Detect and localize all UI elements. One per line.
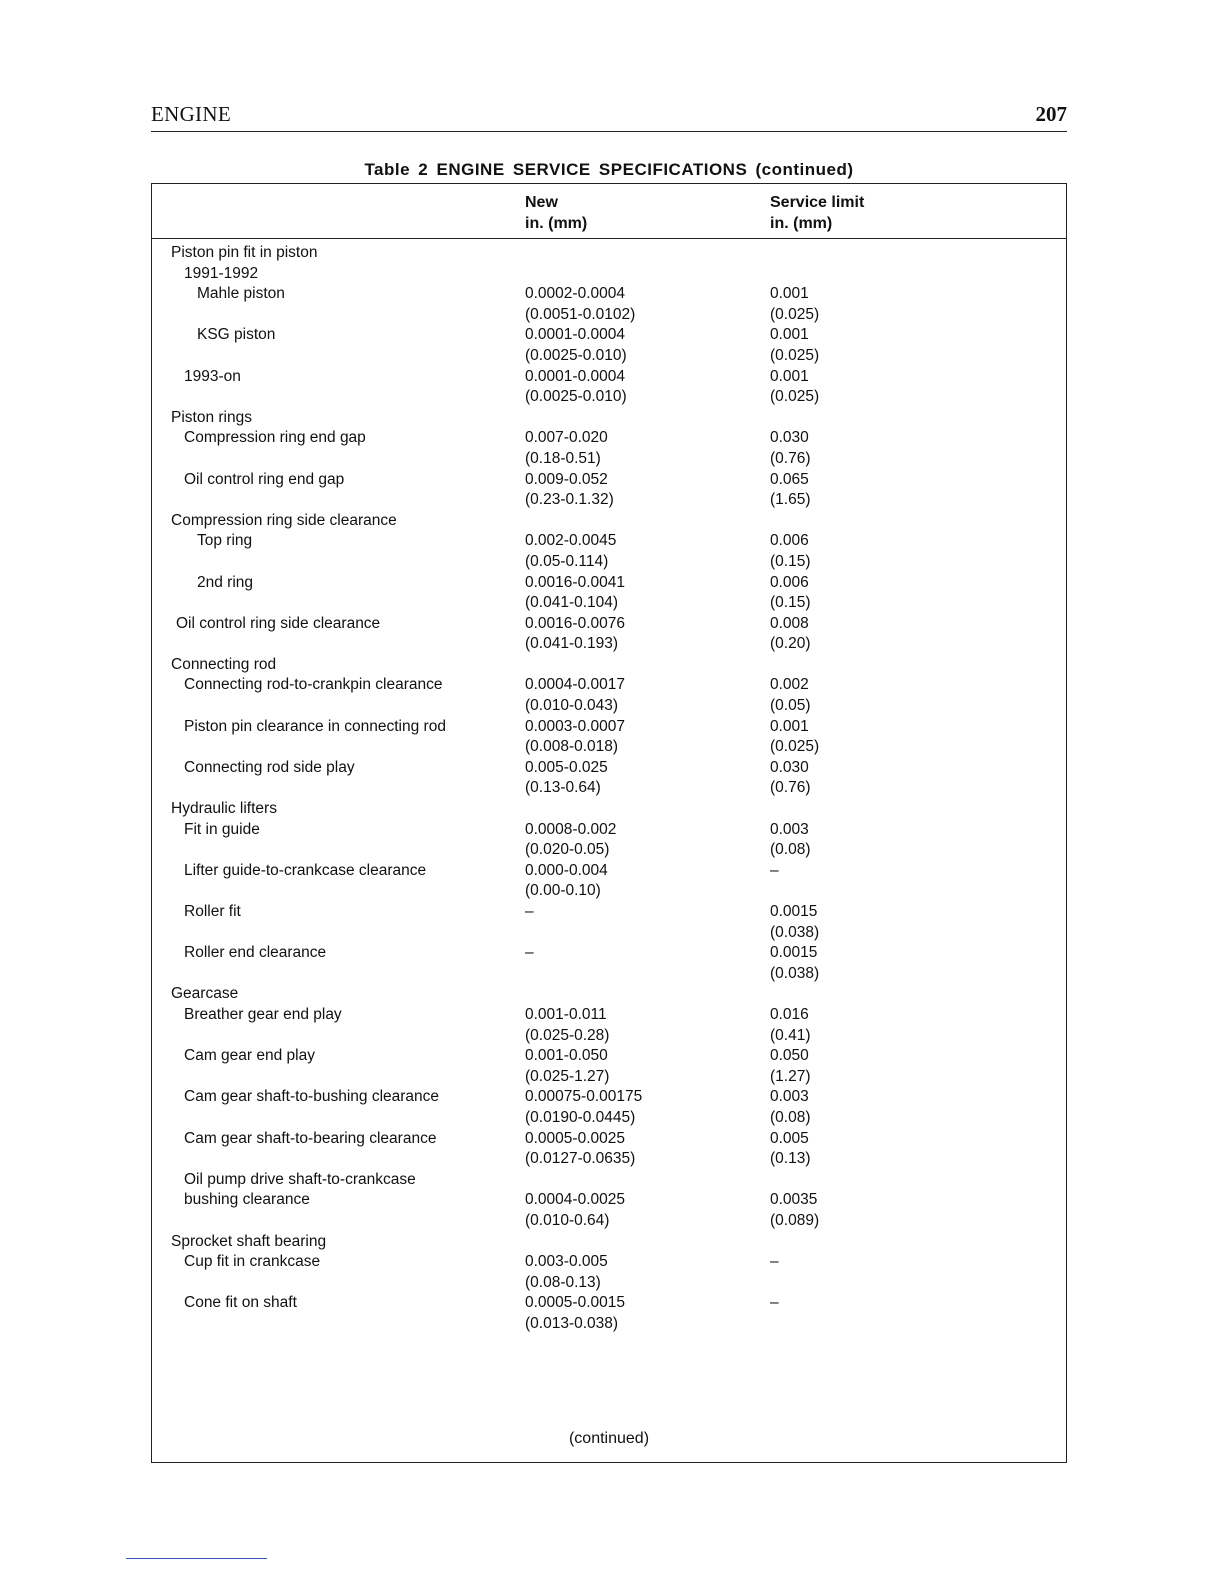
table-row (152, 861, 1066, 882)
spec-service-limit: (0.025) (770, 305, 820, 323)
spec-label: Connecting rod side play (184, 758, 355, 776)
table-row (152, 449, 1066, 470)
spec-service-limit: 0.005 (770, 1129, 809, 1147)
spec-new-value: (0.008-0.018) (525, 738, 619, 756)
spec-new-value: 0.001-0.050 (525, 1047, 608, 1065)
table-row (152, 284, 1066, 305)
table-row (152, 1026, 1066, 1047)
spec-new-value: (0.0127-0.0635) (525, 1150, 636, 1168)
table-row (152, 799, 1066, 820)
table-row (152, 614, 1066, 635)
spec-new-value: (0.041-0.104) (525, 594, 619, 612)
spec-service-limit: – (770, 861, 779, 879)
spec-label: Gearcase (171, 985, 239, 1003)
spec-service-limit: 0.065 (770, 470, 809, 488)
spec-new-value: 0.009-0.052 (525, 470, 608, 488)
table-row (152, 346, 1066, 367)
page-header (151, 102, 1067, 130)
spec-new-value: (0.0190-0.0445) (525, 1108, 636, 1126)
spec-new-value: 0.002-0.0045 (525, 532, 617, 550)
table-row (152, 1293, 1066, 1314)
table-row (152, 511, 1066, 532)
spec-service-limit: 0.001 (770, 367, 809, 385)
spec-service-limit: (0.025) (770, 388, 820, 406)
footer-rule (126, 1558, 267, 1559)
spec-service-limit: 0.030 (770, 429, 809, 447)
spec-service-limit: 0.0035 (770, 1191, 818, 1209)
spec-new-value: 0.0005-0.0025 (525, 1129, 625, 1147)
table-row (152, 573, 1066, 594)
spec-label: Oil control ring side clearance (176, 614, 381, 632)
spec-label: Piston pin clearance in connecting rod (184, 717, 446, 735)
spec-service-limit: (0.025) (770, 738, 820, 756)
spec-service-limit: (0.76) (770, 779, 811, 797)
spec-label: Connecting rod (171, 655, 277, 673)
spec-label: Cam gear shaft-to-bushing clearance (184, 1088, 440, 1106)
table-caption: Table 2 ENGINE SERVICE SPECIFICATIONS (continued) (364, 160, 854, 179)
spec-service-limit: 0.016 (770, 1005, 809, 1023)
spec-new-value: 0.0001-0.0004 (525, 367, 625, 385)
spec-service-limit: (0.08) (770, 841, 811, 859)
table-row (152, 552, 1066, 573)
table-row (152, 1314, 1066, 1335)
spec-service-limit: – (770, 1253, 779, 1271)
table-row (152, 717, 1066, 738)
table-row (152, 408, 1066, 429)
spec-new-value: 0.000-0.004 (525, 861, 608, 879)
spec-service-limit: 0.003 (770, 820, 809, 838)
spec-service-limit: (1.27) (770, 1067, 811, 1085)
spec-service-limit: (0.76) (770, 449, 811, 467)
spec-service-limit: (0.20) (770, 635, 811, 653)
table-row (152, 634, 1066, 655)
table-row (152, 1252, 1066, 1273)
spec-new-value: 0.0003-0.0007 (525, 717, 625, 735)
table-row (152, 881, 1066, 902)
table-row (152, 1170, 1066, 1191)
spec-service-limit: 0.003 (770, 1088, 809, 1106)
spec-new-value: 0.0004-0.0017 (525, 676, 625, 694)
table-row (152, 778, 1066, 799)
spec-label: Oil control ring end gap (184, 470, 345, 488)
spec-service-limit: (0.05) (770, 697, 811, 715)
spec-label: KSG piston (197, 326, 276, 344)
spec-label: Connecting rod-to-crankpin clearance (184, 676, 443, 694)
spec-new-value: 0.0016-0.0076 (525, 614, 625, 632)
table-row (152, 1211, 1066, 1232)
table-row (152, 490, 1066, 511)
table-row (152, 737, 1066, 758)
table-row (152, 1129, 1066, 1150)
spec-service-limit: 0.001 (770, 285, 809, 303)
spec-new-value: (0.13-0.64) (525, 779, 601, 797)
spec-service-limit: 0.0015 (770, 944, 818, 962)
spec-new-value: 0.00075-0.00175 (525, 1088, 643, 1106)
spec-service-limit: 0.001 (770, 326, 809, 344)
spec-label: Roller end clearance (184, 944, 327, 962)
spec-service-limit: (0.13) (770, 1150, 811, 1168)
spec-service-limit: 0.001 (770, 717, 809, 735)
spec-new-value: – (525, 903, 534, 920)
table-body (152, 243, 1066, 1334)
spec-service-limit: 0.006 (770, 573, 809, 591)
spec-new-value: (0.025-1.27) (525, 1067, 610, 1085)
spec-service-limit: (0.41) (770, 1026, 811, 1044)
spec-label: Compression ring end gap (184, 429, 366, 447)
table-row (152, 1190, 1066, 1211)
spec-label: bushing clearance (184, 1191, 310, 1209)
spec-new-value: (0.00-0.10) (525, 882, 601, 900)
spec-new-value: 0.003-0.005 (525, 1253, 608, 1271)
section-title: ENGINE (151, 102, 231, 126)
spec-label: Cone fit on shaft (184, 1294, 297, 1312)
spec-new-value: (0.0025-0.010) (525, 388, 627, 406)
spec-service-limit: 0.006 (770, 532, 809, 550)
table-row (152, 264, 1066, 285)
spec-label: Breather gear end play (184, 1005, 342, 1023)
page-number: 207 (1035, 102, 1067, 126)
table-row (152, 325, 1066, 346)
spec-service-limit: (0.08) (770, 1108, 811, 1126)
table-row (152, 305, 1066, 326)
table-header (152, 184, 1066, 239)
spec-label: Lifter guide-to-crankcase clearance (184, 861, 427, 879)
spec-service-limit: (0.038) (770, 964, 820, 982)
spec-new-value: 0.007-0.020 (525, 429, 608, 447)
spec-new-value: (0.0025-0.010) (525, 346, 627, 364)
table-row (152, 1005, 1066, 1026)
spec-label: Mahle piston (197, 285, 285, 303)
spec-label: 2nd ring (197, 573, 254, 591)
spec-service-limit: (1.65) (770, 491, 811, 509)
spec-label: 1991-1992 (184, 264, 259, 282)
spec-label: Top ring (197, 532, 253, 550)
spec-service-limit: – (770, 1294, 779, 1312)
spec-new-value: (0.18-0.51) (525, 449, 601, 467)
spec-new-value: (0.010-0.64) (525, 1211, 610, 1229)
table-row (152, 923, 1066, 944)
spec-new-value: (0.23-0.1.32) (525, 491, 614, 509)
table-row (152, 367, 1066, 388)
spec-label: Piston rings (171, 408, 252, 426)
spec-service-limit: 0.0015 (770, 903, 818, 920)
spec-service-limit: (0.038) (770, 923, 820, 941)
table-row (152, 1046, 1066, 1067)
spec-service-limit: (0.15) (770, 552, 811, 570)
table-row (152, 387, 1066, 408)
table-row (152, 675, 1066, 696)
spec-service-limit: 0.030 (770, 758, 809, 776)
table-row (152, 1232, 1066, 1253)
table-row (152, 1108, 1066, 1129)
table-row (152, 1149, 1066, 1170)
column-header-service-limit: Service limit in. (mm) (770, 194, 865, 232)
spec-label: Piston pin fit in piston (171, 244, 318, 261)
spec-label: Fit in guide (184, 820, 260, 838)
table-row (152, 243, 1066, 264)
spec-label: Cup fit in crankcase (184, 1253, 321, 1271)
spec-new-value: (0.020-0.05) (525, 841, 610, 859)
table-row (152, 943, 1066, 964)
table-row (152, 470, 1066, 491)
spec-label: Hydraulic lifters (171, 800, 277, 818)
continued-note: (continued) (568, 1430, 650, 1447)
table-row (152, 964, 1066, 985)
spec-new-value: (0.08-0.13) (525, 1273, 601, 1291)
spec-new-value: (0.05-0.114) (525, 552, 609, 570)
spec-new-value: – (525, 944, 534, 962)
spec-label: Cam gear shaft-to-bearing clearance (184, 1129, 437, 1147)
table-row (152, 984, 1066, 1005)
table-row (152, 902, 1066, 923)
spec-label: Oil pump drive shaft-to-crankcase (184, 1170, 416, 1188)
table-row (152, 655, 1066, 676)
spec-label: Sprocket shaft bearing (171, 1232, 327, 1250)
spec-new-value: (0.0051-0.0102) (525, 305, 636, 323)
spec-label: Compression ring side clearance (171, 511, 397, 529)
spec-service-limit: (0.15) (770, 594, 811, 612)
spec-new-value: (0.010-0.043) (525, 697, 619, 715)
spec-new-value: 0.005-0.025 (525, 758, 608, 776)
table-row (152, 696, 1066, 717)
table-row (152, 820, 1066, 841)
table-row (152, 531, 1066, 552)
spec-label: 1993-on (184, 367, 241, 385)
spec-new-value: (0.025-0.28) (525, 1026, 610, 1044)
spec-new-value: 0.0005-0.0015 (525, 1294, 625, 1312)
spec-service-limit: (0.089) (770, 1211, 820, 1229)
spec-service-limit: 0.050 (770, 1047, 809, 1065)
table-row (152, 428, 1066, 449)
spec-new-value: 0.0002-0.0004 (525, 285, 625, 303)
spec-new-value: 0.001-0.011 (525, 1005, 607, 1023)
table-row (152, 593, 1066, 614)
table-row (152, 758, 1066, 779)
table-row (152, 1067, 1066, 1088)
spec-table (151, 183, 1067, 1463)
spec-new-value: (0.041-0.193) (525, 635, 619, 653)
spec-new-value: 0.0004-0.0025 (525, 1191, 625, 1209)
spec-service-limit: 0.002 (770, 676, 809, 694)
table-row (152, 840, 1066, 861)
column-header-new: New in. (mm) (525, 194, 588, 232)
table-row (152, 1087, 1066, 1108)
spec-new-value: 0.0016-0.0041 (525, 573, 625, 591)
spec-new-value: (0.013-0.038) (525, 1314, 619, 1332)
header-rule (151, 131, 1067, 132)
spec-new-value: 0.0008-0.002 (525, 820, 617, 838)
spec-service-limit: 0.008 (770, 614, 809, 632)
table-row (152, 1273, 1066, 1294)
spec-label: Roller fit (184, 903, 241, 920)
spec-service-limit: (0.025) (770, 346, 820, 364)
spec-label: Cam gear end play (184, 1047, 315, 1065)
spec-new-value: 0.0001-0.0004 (525, 326, 625, 344)
